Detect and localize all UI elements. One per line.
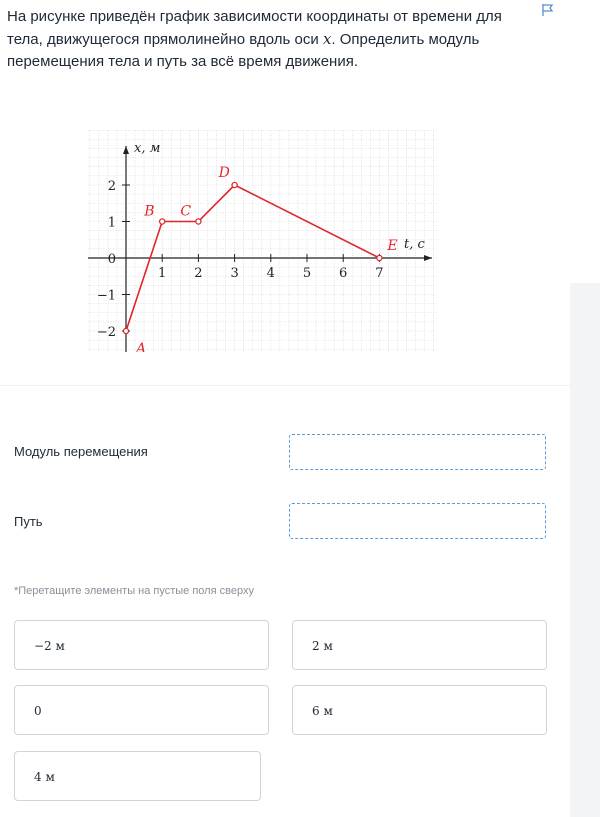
option-chip[interactable]: −2 м <box>14 620 269 670</box>
option-chip[interactable]: 6 м <box>292 685 547 735</box>
data-point <box>123 328 128 333</box>
side-panel <box>570 283 600 817</box>
position-time-chart <box>88 130 438 352</box>
data-point <box>160 219 165 224</box>
x-tick-label: 2 <box>194 266 203 281</box>
point-label: C <box>180 203 192 220</box>
x-tick-label: 4 <box>266 266 275 281</box>
question-text: На рисунке приведён график зависимости координаты от времени для тела, движущегося прямолинейно вдоль оси x. Определить модуль перемещения тела и путь за всё время движения. <box>7 8 502 70</box>
path-label: Путь <box>14 514 43 529</box>
path-drop-zone[interactable] <box>289 503 546 539</box>
point-label: A <box>136 341 147 352</box>
y-tick-label: 2 <box>107 179 116 194</box>
y-tick-label: 0 <box>107 252 116 267</box>
displacement-drop-zone[interactable] <box>289 434 546 470</box>
x-tick-label: 1 <box>158 266 167 281</box>
y-tick-label: 1 <box>107 215 116 231</box>
data-point <box>232 182 237 187</box>
y-tick-label: −2 <box>96 325 116 340</box>
point-label: B <box>144 203 155 220</box>
x-tick-label: 5 <box>302 266 312 281</box>
point-label: D <box>218 165 230 181</box>
data-point <box>377 255 382 260</box>
data-point <box>196 219 201 224</box>
y-axis-label: x, м <box>134 141 161 156</box>
option-chip[interactable]: 4 м <box>14 751 261 801</box>
x-axis-label: t, с <box>404 237 425 252</box>
option-chip[interactable]: 2 м <box>292 620 547 670</box>
divider <box>0 385 600 386</box>
y-tick-label: −1 <box>96 288 116 304</box>
x-tick-label: 7 <box>375 266 384 281</box>
report-flag-icon[interactable] <box>541 3 555 17</box>
y-axis-arrow <box>123 146 129 154</box>
point-label: E <box>387 238 398 254</box>
drag-hint: *Перетащите элементы на пустые поля сверху <box>14 585 254 597</box>
x-axis-arrow <box>424 255 432 261</box>
displacement-label: Модуль перемещения <box>14 444 148 459</box>
x-tick-label: 6 <box>339 266 348 281</box>
option-chip[interactable]: 0 <box>14 685 269 735</box>
x-tick-label: 3 <box>230 266 239 281</box>
